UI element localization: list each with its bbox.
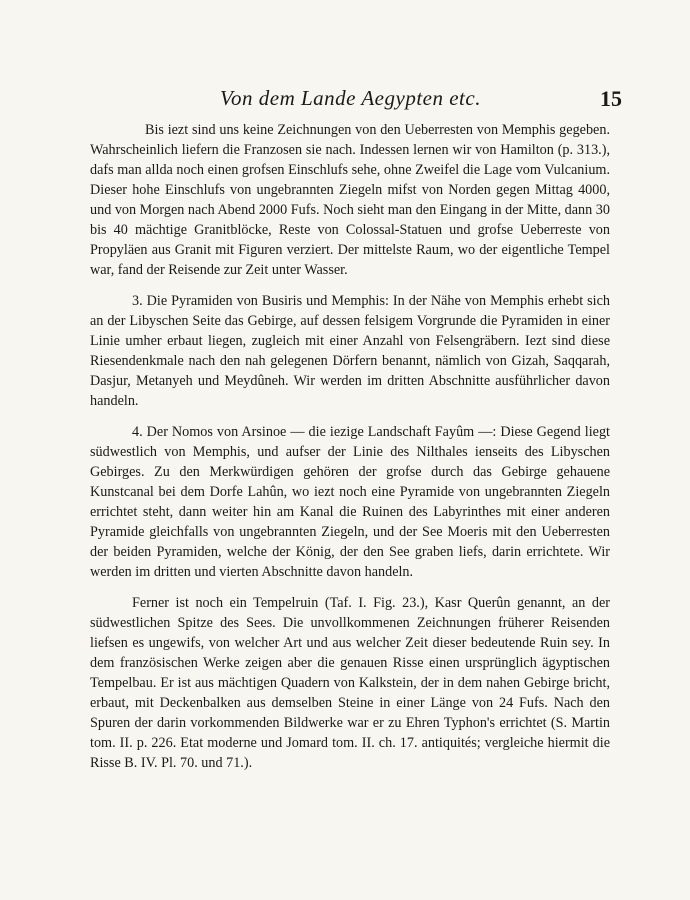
paragraph-temple-ruin: Ferner ist noch ein Tempelruin (Taf. I. Fig. 23.), Kasr Querûn genannt, an der südwestlichen Spitze des Sees. Die unvollkommenen Zeichnungen früherer Reisenden liefsen es ungewifs, von welcher Art und aus welcher Zeit dieser bedeutende Ruin sey. In dem französischen Werke zeigen aber die genauen Risse einen ursprünglich ägyptischen Tempelbau. Er ist aus mächtigen Quadern von Kalkstein, der in dem nahen Gebirge bricht, erbaut, mit Deckenbalken aus demselben Steine in einer Länge von 24 Fufs. Nach den Spuren der darin vorkommenden Bildwerke war er zu Ehren Typhon's errichtet (S. Martin tom. II. p. 226. Etat moderne und Jomard tom. II. ch. 17. antiquités; vergleiche hiermit die Risse B. IV. Pl. 70. und 71.). (90, 595, 610, 771)
paragraph-arsinoe: 4. Der Nomos von Arsinoe — die iezige Landschaft Fayûm —: Diese Gegend liegt südwestlich von Memphis, und aufser der Linie des Nilthales ienseits des Libyschen Gebirges. Zu den Merkwürdigen gehören der grofse durch das Gebirge gehauene Kunstcanal bei dem Dorfe Lahûn, wo iezt noch eine Pyramide von ungebrannten Ziegeln errichtet steht, dann weiter hin am Kanal die Ruinen des Labyrinthes mit einer anderen Pyramide gleichfalls von ungebrannten Ziegeln, und der See Moeris mit den Ueberresten der beiden Pyramiden, welche der König, der den See graben liefs, darin errichtete. Wir werden im dritten und vierten Abschnitte davon handeln. (90, 424, 610, 580)
page-header (0, 86, 690, 116)
paragraph-memphis: Bis iezt sind uns keine Zeichnungen von den Ueberresten von Memphis gegeben. Wahrscheinlich liefern die Franzosen sie nach. Indessen lernen wir von Hamilton (p. 313.), dafs man allda noch einen grofsen Einschlufs sehe, ohne Zweifel die Lage vom Vulcanium. Dieser hohe Einschlufs von ungebrannten Ziegeln mifst von Norden gegen Mittag 4000, und von Morgen nach Abend 2000 Fufs. Noch sieht man den Eingang in der Mitte, dann 30 bis 40 mächtige Granitblöcke, Reste von Colossal-Statuen und grofse Ueberreste von Propyläen aus Granit mit Figuren verziert. Der mittelste Raum, wo der eigentliche Tempel war, fand der Reisende zur Zeit unter Wasser. (90, 122, 610, 278)
page-number: 15 (600, 86, 622, 111)
running-title: Von dem Lande Aegypten etc. (220, 86, 481, 110)
body-text (90, 120, 610, 784)
paragraph-pyramids: 3. Die Pyramiden von Busiris und Memphis: In der Nähe von Memphis erhebt sich an der Libyschen Seite das Gebirge, auf dessen felsigem Vorgrunde die Pyramiden in einer Linie umher erbaut liegen, zugleich mit einer Anzahl von Felsengräbern. Iezt sind diese Riesendenkmale nach den nah gelegenen Dörfern benannt, nämlich von Gizah, Saqqarah, Dasjur, Metanyeh und Meydûneh. Wir werden im dritten Abschnitte ausführlicher davon handeln. (90, 293, 610, 409)
